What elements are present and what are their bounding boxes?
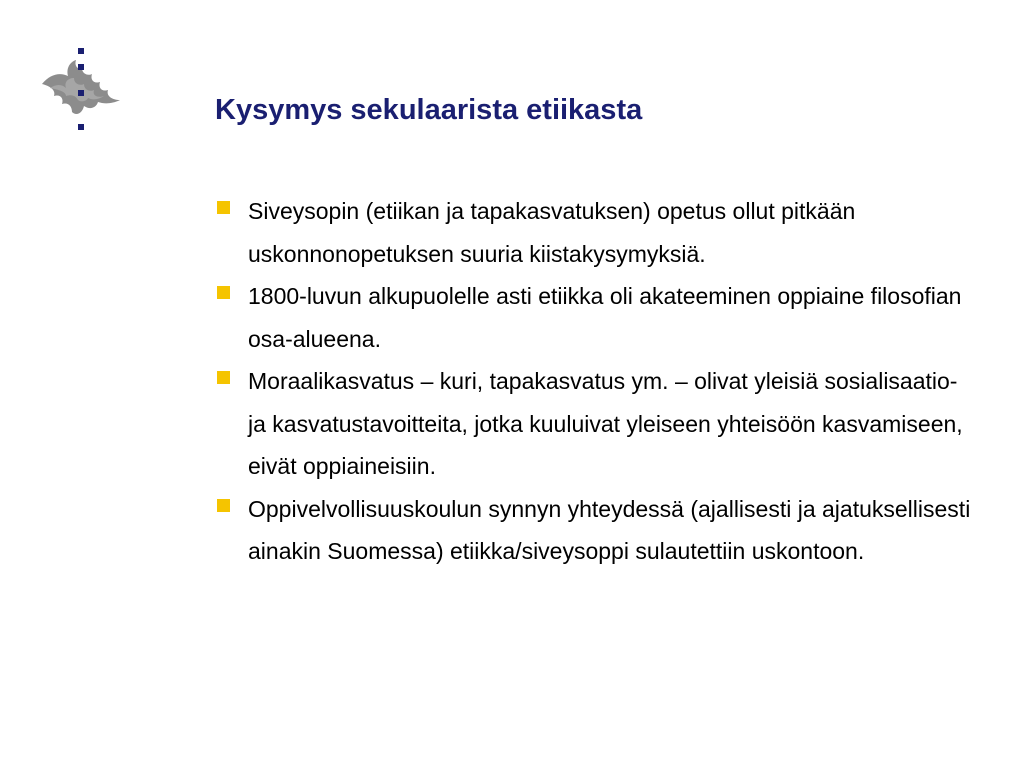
bullet-list [214,190,974,573]
slide-title: Kysymys sekulaarista etiikasta [215,94,643,126]
bullet-item [214,190,974,275]
university-flame-logo-icon [36,44,126,136]
bullet-text: 1800-luvun alkupuolelle asti etiikka oli akateeminen oppiaine filosofian osa-alueena. [248,283,962,352]
bullet-text: Moraalikasvatus – kuri, tapakasvatus ym. – olivat yleisiä sosialisaatio- ja kasvatustavoitteita, jotka kuuluivat yleiseen yhteisöön kasvamiseen, eivät oppiaineisiin. [248,368,963,479]
bullet-item [214,488,974,573]
square-bullet-icon [217,201,230,214]
bullet-item [214,360,974,488]
bullet-item [214,275,974,360]
square-bullet-icon [217,371,230,384]
square-bullet-icon [217,286,230,299]
bullet-text: Oppivelvollisuuskoulun synnyn yhteydessä (ajallisesti ja ajatuksellisesti ainakin Suomessa) etiikka/siveysoppi sulautettiin uskontoon. [248,495,971,564]
bullet-text: Siveysopin (etiikan ja tapakasvatuksen) opetus ollut pitkään uskonnonopetuksen suuria kiistakysymyksiä. [248,198,856,267]
square-bullet-icon [217,499,230,512]
